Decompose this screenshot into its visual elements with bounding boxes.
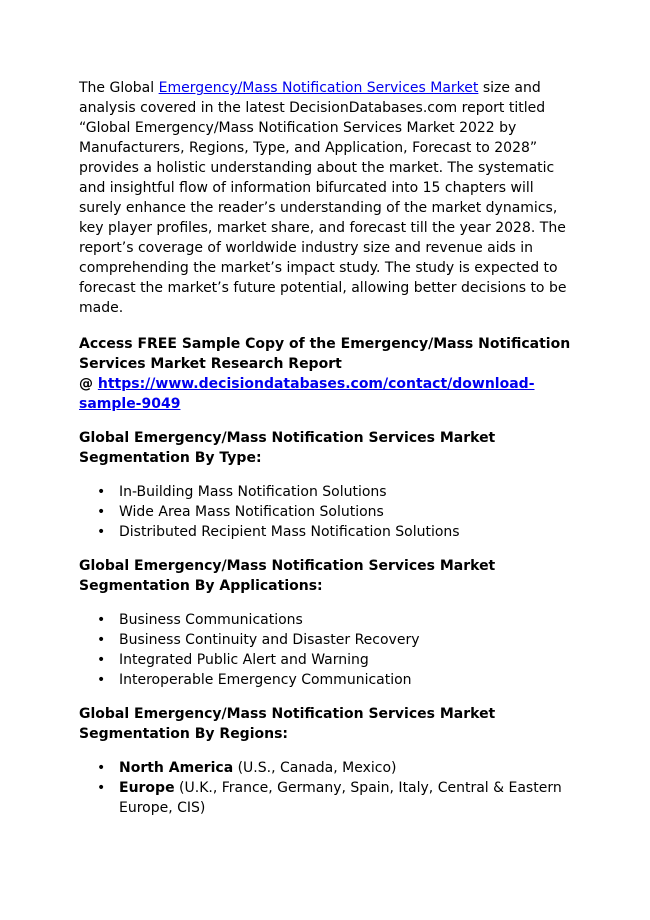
regions-list xyxy=(79,758,579,818)
bullet-icon: • xyxy=(97,652,106,668)
bullet-icon: • xyxy=(97,760,106,776)
application-item-label: Interoperable Emergency Communication xyxy=(119,672,412,688)
list-item xyxy=(79,758,579,778)
type-item-label: Distributed Recipient Mass Notification Solutions xyxy=(119,524,460,540)
bullet-icon: • xyxy=(97,632,106,648)
document-page xyxy=(79,78,579,832)
type-item-label: Wide Area Mass Notification Solutions xyxy=(119,504,384,520)
region-name: North America xyxy=(119,760,234,776)
at-symbol: @ xyxy=(79,376,98,392)
bullet-icon: • xyxy=(97,672,106,688)
intro-text-rest: size and analysis covered in the latest DecisionDatabases.com report titled “Global Emergency/Mass Notification Services Market 2022 by Manufacturers, Regions, Type, and Application, Forecast to 2028” provides a holistic understanding about the market. The systematic and insightful flow of information bifurcated into 15 chapters will surely enhance the reader’s understanding of the market dynamics, key player profiles, market share, and forecast till the year 2028. The report’s coverage of worldwide industry size and revenue aids in comprehending the market’s impact study. The study is expected to forecast the market’s future potential, allowing better decisions to be made. xyxy=(79,80,567,316)
regions-segmentation-heading: Global Emergency/Mass Notification Services Market Segmentation By Regions: xyxy=(79,706,496,742)
type-list xyxy=(79,482,579,542)
list-item xyxy=(79,630,579,650)
region-name: Europe xyxy=(119,780,175,796)
application-item-label: Business Communications xyxy=(119,612,303,628)
sample-heading xyxy=(79,334,579,414)
list-item xyxy=(79,502,579,522)
type-segmentation-heading: Global Emergency/Mass Notification Services Market Segmentation By Type: xyxy=(79,430,496,466)
list-item xyxy=(79,482,579,502)
intro-paragraph xyxy=(79,78,579,318)
sample-download-link[interactable]: https://www.decisiondatabases.com/contact/download-sample-9049 xyxy=(79,376,535,412)
list-item xyxy=(79,522,579,542)
bullet-icon: • xyxy=(97,504,106,520)
sample-heading-text: Access FREE Sample Copy of the Emergency/Mass Notification Services Market Research Report xyxy=(79,336,571,372)
applications-list xyxy=(79,610,579,690)
type-item-label: In-Building Mass Notification Solutions xyxy=(119,484,387,500)
list-item xyxy=(79,778,579,818)
list-item xyxy=(79,610,579,630)
bullet-icon: • xyxy=(97,484,106,500)
bullet-icon: • xyxy=(97,780,106,796)
applications-segmentation-heading: Global Emergency/Mass Notification Services Market Segmentation By Applications: xyxy=(79,558,496,594)
application-item-label: Integrated Public Alert and Warning xyxy=(119,652,369,668)
bullet-icon: • xyxy=(97,612,106,628)
list-item xyxy=(79,670,579,690)
intro-text-start: The Global xyxy=(79,80,159,96)
market-link[interactable]: Emergency/Mass Notification Services Market xyxy=(158,80,479,96)
bullet-icon: • xyxy=(97,524,106,540)
region-detail: (U.K., France, Germany, Spain, Italy, Central & Eastern Europe, CIS) xyxy=(119,780,562,816)
application-item-label: Business Continuity and Disaster Recovery xyxy=(119,632,420,648)
list-item xyxy=(79,650,579,670)
region-detail: (U.S., Canada, Mexico) xyxy=(233,760,397,776)
